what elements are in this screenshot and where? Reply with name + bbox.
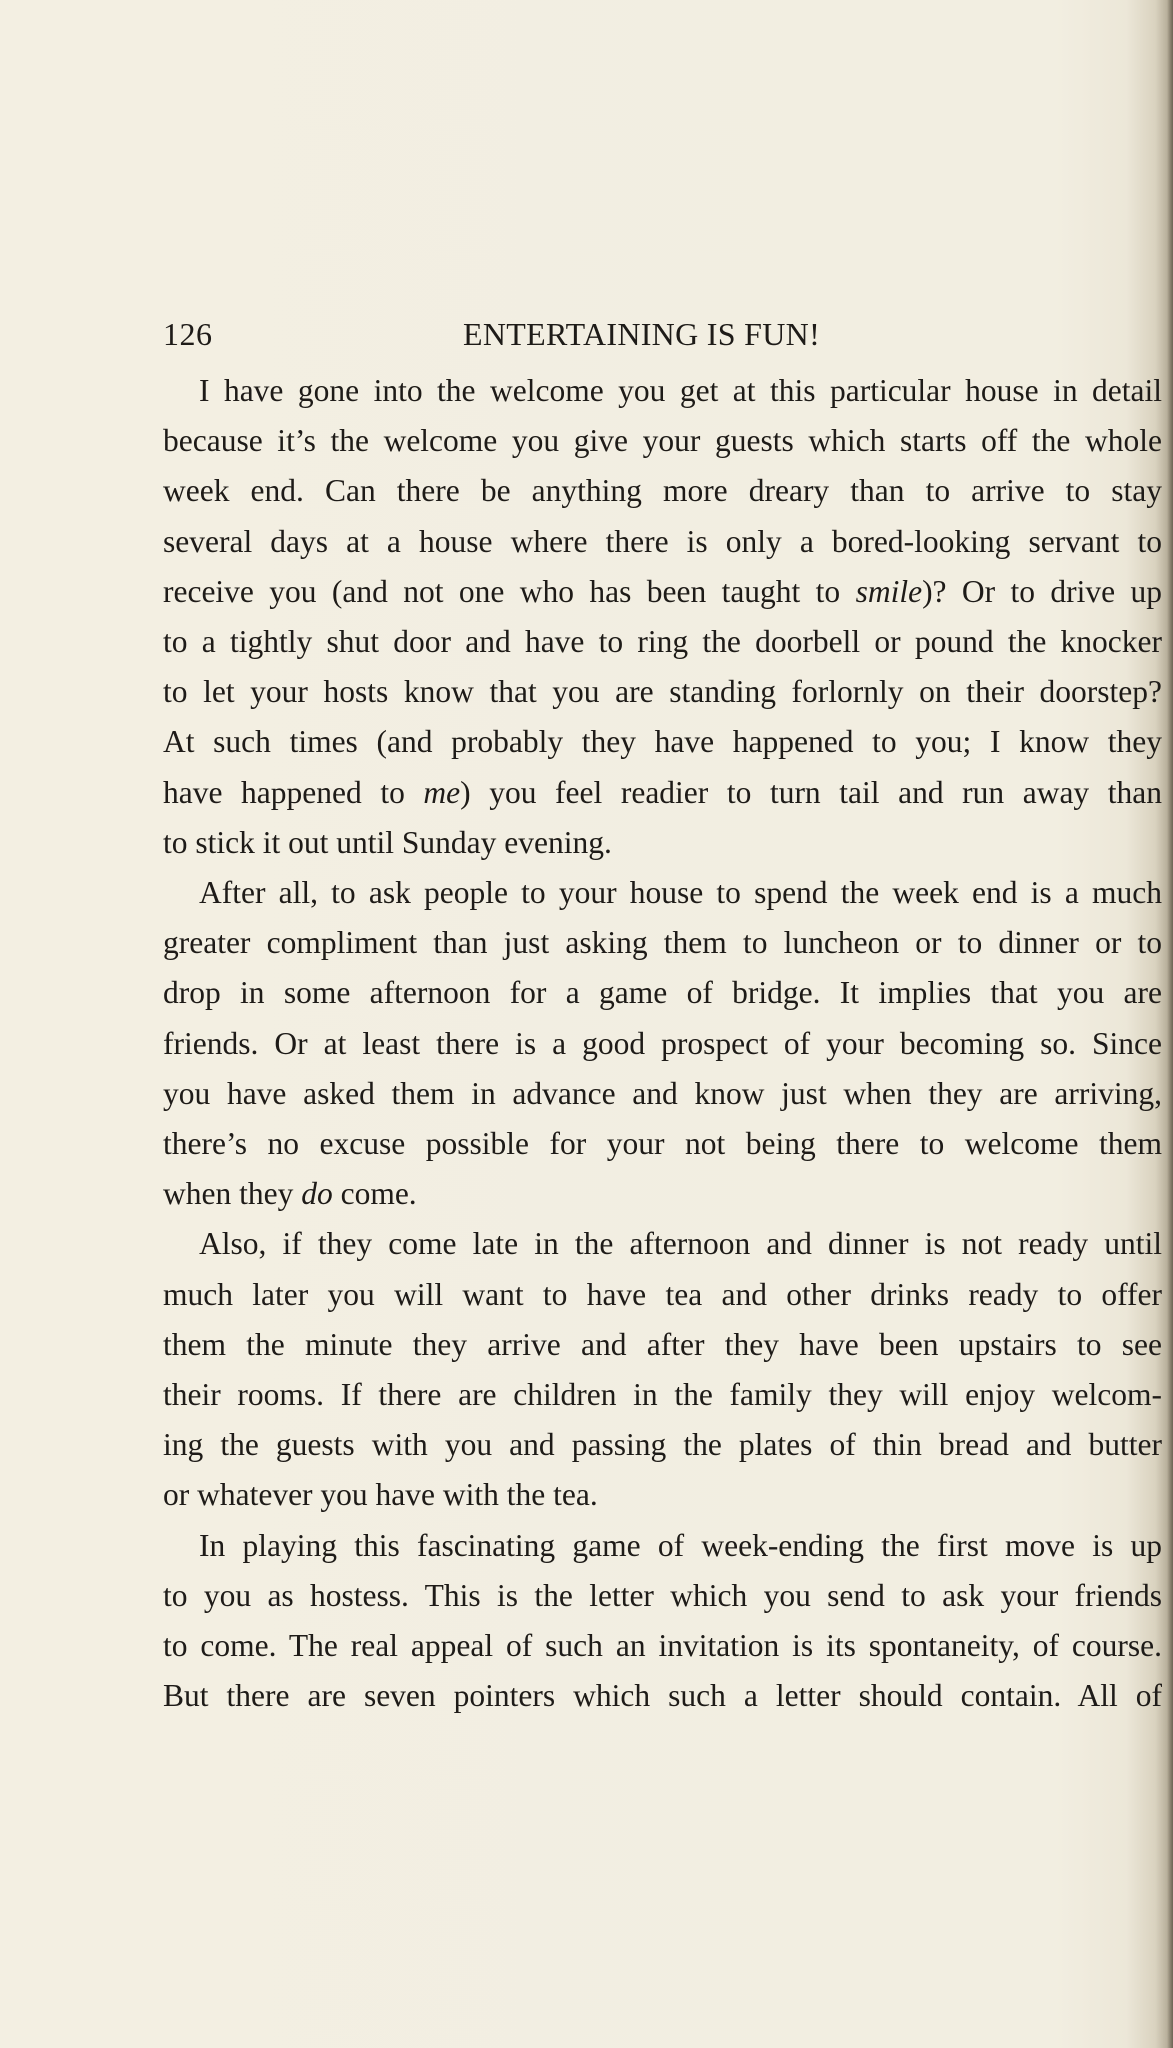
- page-number: 126: [163, 316, 213, 352]
- paragraph-4: [163, 1521, 1162, 1722]
- text-line: to you as hostess. This is the letter which you send to ask your friends: [163, 1577, 1162, 1613]
- text-line: to stick it out until Sunday evening.: [163, 824, 612, 860]
- page-edge-shadow: [1167, 0, 1173, 2048]
- text-line: In playing this fascinating game of week-ending the first move is up: [199, 1527, 1162, 1563]
- text-line: there’s no excuse possible for your not being there to welcome them: [163, 1126, 1162, 1162]
- text-run: when they: [163, 1176, 302, 1212]
- text-line: Also, if they come late in the afternoon and dinner is not ready until: [199, 1226, 1162, 1262]
- text-line: to a tightly shut door and have to ring the doorbell or pound the knocker: [163, 624, 1162, 660]
- paragraph-3: [163, 1219, 1162, 1520]
- text-line: ing the guests with you and passing the plates of thin bread and butter: [163, 1427, 1162, 1463]
- text-line: you have asked them in advance and know just when they are arriving,: [163, 1075, 1162, 1111]
- paragraph-2: [163, 868, 1162, 1219]
- body-text: [163, 366, 1162, 1721]
- emphasis-text: do: [301, 1176, 333, 1212]
- text-line: After all, to ask people to your house to spend the week end is a much: [199, 875, 1162, 911]
- text-line: or whatever you have with the tea.: [163, 1477, 598, 1513]
- running-head: [163, 316, 1155, 362]
- text-line: week end. Can there be anything more dreary than to arrive to stay: [163, 473, 1162, 509]
- text-line: But there are seven pointers which such a letter should contain. All of: [163, 1678, 1162, 1714]
- text-line: much later you will want to have tea and other drinks ready to offer: [163, 1276, 1162, 1312]
- book-title: ENTERTAINING IS FUN!: [463, 316, 821, 352]
- paragraph-1: [163, 366, 1162, 868]
- text-run: ) you feel readier to turn tail and run away than: [460, 774, 1162, 810]
- text-line: [163, 768, 1162, 818]
- text-line: to come. The real appeal of such an invitation is its spontaneity, of course.: [163, 1628, 1162, 1664]
- text-run: have happened to: [163, 774, 424, 810]
- text-line: greater compliment than just asking them to luncheon or to dinner or to: [163, 925, 1162, 961]
- text-run: receive you (and not one who has been taught to: [163, 573, 856, 609]
- text-line: several days at a house where there is only a bored-looking servant to: [163, 523, 1162, 559]
- text-line: drop in some afternoon for a game of bridge. It implies that you are: [163, 975, 1162, 1011]
- text-line: their rooms. If there are children in the family they will enjoy welcom-: [163, 1377, 1162, 1413]
- text-run: come.: [332, 1176, 417, 1212]
- text-line: them the minute they arrive and after they have been upstairs to see: [163, 1326, 1162, 1362]
- text-line: [163, 567, 1162, 617]
- text-line: [163, 1169, 1162, 1219]
- emphasis-text: smile: [855, 573, 923, 609]
- text-line: At such times (and probably they have happened to you; I know they: [163, 724, 1162, 760]
- text-run: )? Or to drive up: [922, 573, 1162, 609]
- text-line: because it’s the welcome you give your guests which starts off the whole: [163, 423, 1162, 459]
- text-line: I have gone into the welcome you get at this particular house in detail: [199, 373, 1162, 408]
- text-line: friends. Or at least there is a good prospect of your becoming so. Since: [163, 1025, 1162, 1061]
- emphasis-text: me: [423, 774, 461, 810]
- text-line: to let your hosts know that you are standing forlornly on their doorstep?: [163, 674, 1162, 710]
